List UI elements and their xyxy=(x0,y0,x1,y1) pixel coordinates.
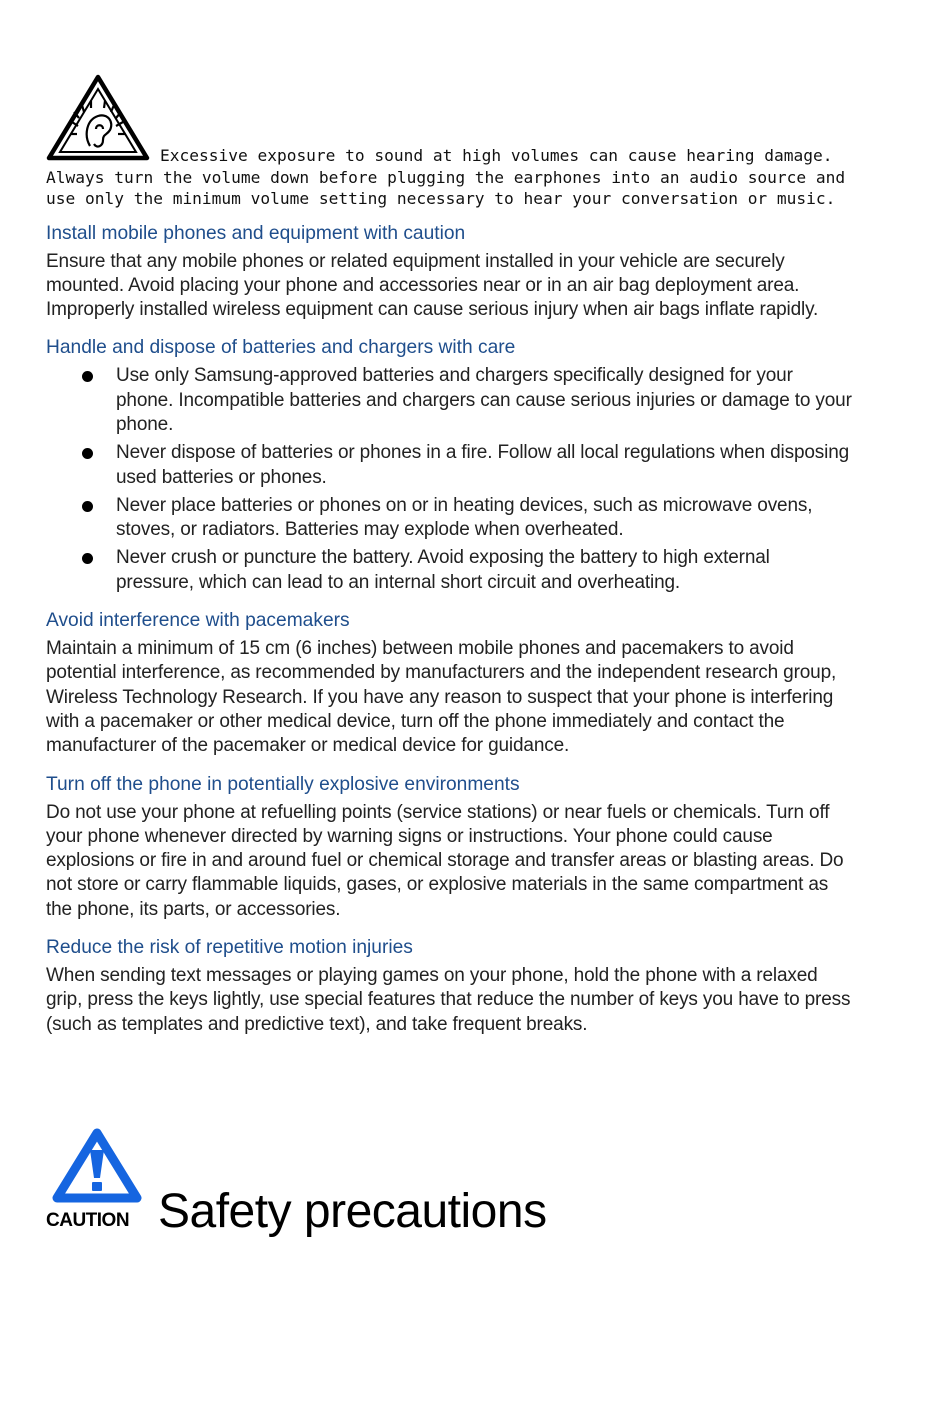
hearing-warning-text xyxy=(46,74,852,210)
hearing-warning-line-2: Always turn the volume down before plugging the earphones into an audio source and xyxy=(46,167,846,187)
page-title: Safety precautions xyxy=(158,1185,547,1238)
list-item-text: Never crush or puncture the battery. Avoid exposing the battery to high external pressure, which can lead to an internal short circuit and overheating. xyxy=(116,547,770,593)
bullet-icon xyxy=(82,448,93,459)
list-item xyxy=(46,546,852,595)
caution-label: CAUTION xyxy=(46,1210,130,1231)
section-heading-install: Install mobile phones and equipment with caution xyxy=(46,222,466,244)
hearing-damage-warning-icon xyxy=(46,74,150,162)
document-page xyxy=(46,74,852,1037)
bullet-icon xyxy=(82,553,93,564)
caution-header xyxy=(46,1128,746,1248)
caution-warning-icon xyxy=(52,1128,142,1204)
list-item-text: Never dispose of batteries or phones in a fire. Follow all local regulations when disposing used batteries or phones. xyxy=(116,442,850,488)
bullet-icon xyxy=(82,501,93,512)
section-heading-explosive: Turn off the phone in potentially explosive environments xyxy=(46,773,520,795)
list-item xyxy=(46,441,852,490)
section-heading-batteries: Handle and dispose of batteries and chargers with care xyxy=(46,337,516,359)
bullet-icon xyxy=(82,371,93,382)
list-item xyxy=(46,494,852,543)
section-body-repetitive-motion: When sending text messages or playing games on your phone, hold the phone with a relaxed grip, press the keys lightly, use special features that reduce the number of keys you have to press (such as templates and predictive text), and take frequent breaks. xyxy=(46,965,851,1035)
list-item-text: Use only Samsung-approved batteries and chargers specifically designed for your phone. Incompatible batteries and chargers can cause serious injuries or damage to your phone. xyxy=(116,365,852,435)
section-body-explosive: Do not use your phone at refuelling points (service stations) or near fuels or chemicals. Turn off your phone whenever directed by warning signs or instructions. Your phone could cause explosions or fire in and around fuel or chemical storage and transfer areas or blasting areas. Do not store or carry flammable liquids, gases, or explosive materials in the same compartment as the phone, its parts, or accessories. xyxy=(46,801,844,920)
list-item xyxy=(46,364,852,437)
hearing-warning xyxy=(46,74,852,210)
battery-bullet-list xyxy=(46,364,852,595)
section-heading-pacemakers: Avoid interference with pacemakers xyxy=(46,610,350,632)
hearing-warning-line-1: Excessive exposure to sound at high volumes can cause hearing damage. xyxy=(160,146,833,165)
section-heading-repetitive-motion: Reduce the risk of repetitive motion injuries xyxy=(46,937,413,959)
section-body-install: Ensure that any mobile phones or related equipment installed in your vehicle are securely mounted. Avoid placing your phone and accessories near or in an air bag deployment area. Improperly installed wireless equipment can cause serious injury when air bags inflate rapidly. xyxy=(46,250,819,321)
section-body-pacemakers: Maintain a minimum of 15 cm (6 inches) between mobile phones and pacemakers to avoid potential interference, as recommended by manufacturers and the independent research group, Wireless Technology Research. If you have any reason to suspect that your phone is interfering with a pacemaker or other medical device, turn off the phone immediately and contact the manufacturer of the pacemaker or medical device for guidance. xyxy=(46,638,837,757)
list-item-text: Never place batteries or phones on or in heating devices, such as microwave ovens, stoves, or radiators. Batteries may explode when overheated. xyxy=(116,494,813,541)
hearing-warning-line-3: use only the minimum volume setting necessary to hear your conversation or music. xyxy=(46,189,836,208)
